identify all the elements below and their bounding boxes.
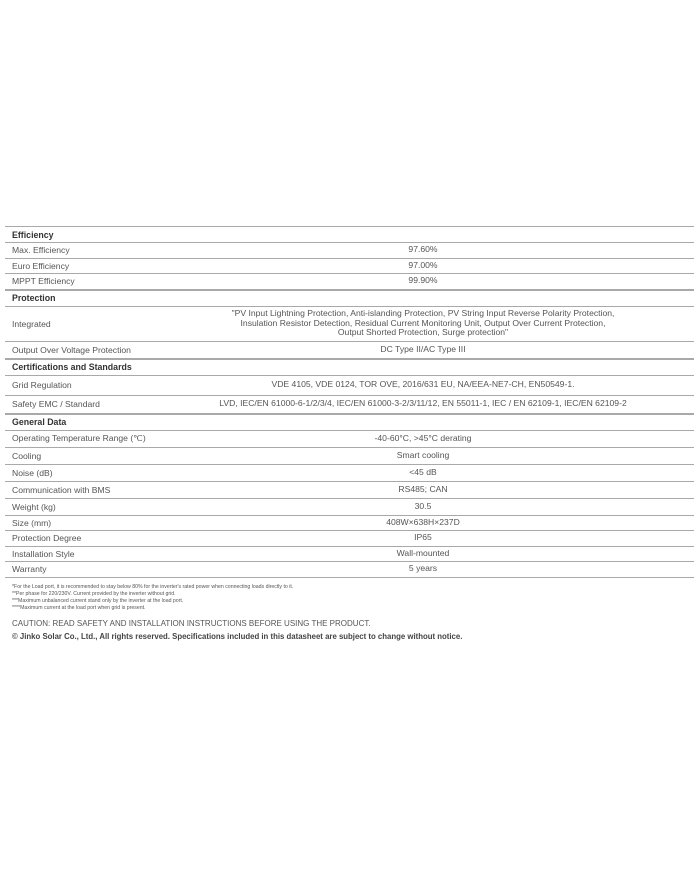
spec-row-operating-temperature: [5, 431, 694, 448]
footnote: ****Maximum current at the load port when grid is present.: [12, 605, 146, 612]
spec-value: 97.00%: [408, 259, 438, 270]
footnote: *For the Load port, it is recommended to stay below 80% for the inverter's rated power when connecting loads directly to it.: [12, 583, 294, 590]
caution-text: CAUTION: READ SAFETY AND INSTALLATION INSTRUCTIONS BEFORE USING THE PRODUCT.: [12, 618, 371, 628]
spec-label: Noise (dB): [12, 467, 53, 478]
spec-label: Output Over Voltage Protection: [12, 344, 131, 355]
spec-label: Warranty: [12, 564, 47, 575]
spec-value: 99.90%: [408, 275, 438, 286]
spec-row-cooling: [5, 448, 694, 465]
spec-label: Size (mm): [12, 517, 52, 528]
spec-label: Weight (kg): [12, 501, 56, 512]
section-protection: Protection: [5, 290, 694, 307]
spec-value: Wall-mounted: [396, 547, 450, 558]
spec-row-euro-efficiency: [5, 259, 694, 275]
spec-row-installation-style: [5, 547, 694, 563]
spec-row-output-over-voltage: [5, 342, 694, 359]
spec-label: Integrated: [12, 318, 51, 329]
spec-value: LVD, IEC/EN 61000-6-1/2/3/4, IEC/EN 61000-3-2/3/11/12, EN 55011-1, IEC / EN 62109-1, IEC/EN 62109-2: [219, 398, 627, 409]
spec-sheet: [5, 226, 694, 641]
spec-row-mppt-efficiency: [5, 274, 694, 290]
integrated-line: Insulation Resistor Detection, Residual Current Monitoring Unit, Output Over Current Protection,: [240, 317, 606, 328]
spec-value: VDE 4105, VDE 0124, TOR OVE, 2016/631 EU, NA/EEA-NE7-CH, EN50549-1.: [271, 379, 575, 390]
spec-row-warranty: [5, 562, 694, 578]
spec-label: Cooling: [12, 450, 42, 461]
spec-value: DC Type II/AC Type III: [380, 343, 466, 354]
spec-label: Installation Style: [12, 548, 75, 559]
spec-label: Communication with BMS: [12, 484, 111, 495]
copyright-text: © Jinko Solar Co., Ltd., All rights reserved. Specifications included in this datasheet are subject to change without notice.: [12, 631, 463, 641]
spec-row-communication-bms: [5, 482, 694, 499]
spec-label: Grid Regulation: [12, 380, 72, 390]
spec-label: Operating Temperature Range (℃): [12, 433, 146, 443]
integrated-line: Output Shorted Protection, Surge protection": [337, 327, 509, 338]
spec-value: 97.60%: [408, 244, 438, 255]
spec-row-size: [5, 516, 694, 532]
spec-value: 30.5: [414, 500, 432, 511]
spec-value: RS485; CAN: [398, 483, 448, 494]
spec-row-safety-emc: [5, 396, 694, 414]
spec-value: Smart cooling: [396, 449, 450, 460]
footnote: ***Maximum unbalanced current stand only by the inverter at the load port.: [12, 598, 184, 605]
section-efficiency: Efficiency: [5, 226, 694, 243]
spec-row-max-efficiency: [5, 243, 694, 259]
spec-value: IP65: [414, 532, 432, 543]
spec-row-grid-regulation: [5, 376, 694, 396]
spec-value: 5 years: [408, 563, 438, 574]
spec-row-integrated: [5, 307, 694, 342]
footnote: **Per phase for 220/230V. Current provided by the inverter without grid.: [12, 590, 176, 597]
spec-label: MPPT Efficiency: [12, 276, 75, 287]
integrated-line: "PV Input Lightning Protection, Anti-islanding Protection, PV String Input Reverse Polarity Protection,: [231, 307, 615, 318]
spec-value: 408W×638H×237D: [386, 516, 460, 527]
section-certifications: Certifications and Standards: [5, 359, 694, 376]
spec-row-weight: [5, 499, 694, 516]
section-general-data: General Data: [5, 414, 694, 431]
footnotes: [5, 584, 694, 613]
spec-value: -40-60°C, >45°C derating: [374, 432, 472, 443]
spec-label: Protection Degree: [12, 533, 82, 544]
spec-value: [202, 309, 694, 339]
spec-row-noise: [5, 465, 694, 482]
spec-label: Max. Efficiency: [12, 245, 70, 256]
spec-row-protection-degree: [5, 531, 694, 547]
spec-label: Euro Efficiency: [12, 260, 70, 271]
spec-label: Safety EMC / Standard: [12, 399, 100, 409]
spec-value: <45 dB: [409, 466, 437, 477]
